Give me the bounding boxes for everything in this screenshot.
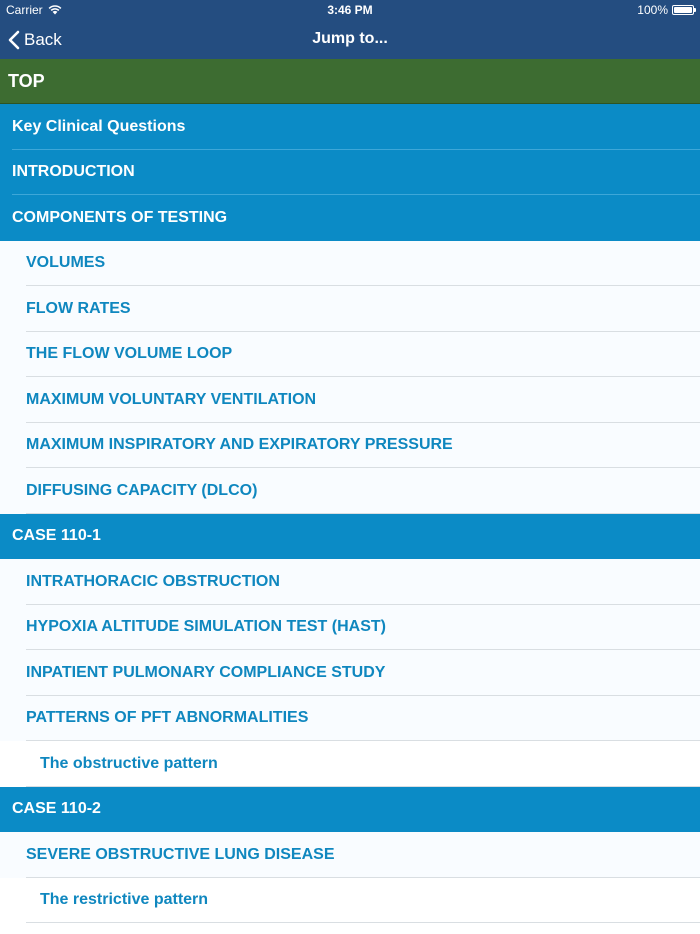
list-item[interactable]	[0, 514, 700, 560]
list-item-label: The obstructive pattern	[40, 754, 218, 772]
status-right	[637, 3, 694, 17]
battery-percent: 100%	[637, 3, 668, 17]
list-item-label: VOLUMES	[26, 254, 106, 272]
list-item[interactable]	[0, 787, 700, 833]
list-item[interactable]	[0, 559, 700, 605]
back-button[interactable]	[8, 26, 62, 54]
chevron-left-icon	[8, 30, 20, 50]
list-item[interactable]	[0, 696, 700, 742]
list-item-label: INTRODUCTION	[12, 163, 135, 181]
list-item[interactable]	[0, 195, 700, 241]
list-item[interactable]	[0, 241, 700, 287]
list-item-label: MAXIMUM VOLUNTARY VENTILATION	[26, 390, 317, 408]
list-item[interactable]	[0, 878, 700, 924]
battery-icon	[672, 5, 694, 15]
page-title: Jump to...	[312, 30, 388, 47]
list-item[interactable]	[0, 605, 700, 651]
list-item[interactable]	[0, 650, 700, 696]
navigation-bar	[0, 20, 700, 59]
list-item-label: The restrictive pattern	[40, 891, 209, 909]
status-time: 3:46 PM	[327, 3, 373, 17]
list-item-label: MAXIMUM INSPIRATORY AND EXPIRATORY PRESSURE	[26, 436, 453, 454]
list-item[interactable]	[0, 286, 700, 332]
list-item-label: INTRATHORACIC OBSTRUCTION	[26, 572, 280, 590]
carrier-label: Carrier	[6, 3, 43, 17]
list-item[interactable]	[0, 741, 700, 787]
list-item-label: SEVERE OBSTRUCTIVE LUNG DISEASE	[26, 845, 335, 863]
list-item[interactable]	[0, 377, 700, 423]
list-item[interactable]	[0, 104, 700, 150]
list-item-label: FLOW RATES	[26, 299, 131, 317]
list-item-label: INPATIENT PULMONARY COMPLIANCE STUDY	[26, 663, 386, 681]
list-item[interactable]	[0, 423, 700, 469]
list-item[interactable]	[0, 468, 700, 514]
list-item-label: DIFFUSING CAPACITY (DLCO)	[26, 481, 258, 499]
list-item-label: Key Clinical Questions	[12, 117, 186, 135]
list-item-label: THE FLOW VOLUME LOOP	[26, 345, 233, 363]
list-item[interactable]	[0, 832, 700, 878]
status-bar	[0, 0, 700, 20]
list-item-label: CASE 110-1	[12, 527, 101, 545]
list-item[interactable]	[0, 332, 700, 378]
jump-item-top[interactable]	[0, 59, 700, 104]
list-item-label: PATTERNS OF PFT ABNORMALITIES	[26, 709, 309, 727]
list-item-label: HYPOXIA ALTITUDE SIMULATION TEST (HAST)	[26, 618, 386, 636]
jump-item-top-label: TOP	[8, 70, 45, 91]
list-item-label: CASE 110-2	[12, 800, 101, 818]
list-item[interactable]	[0, 150, 700, 196]
list-item-label: COMPONENTS OF TESTING	[12, 208, 228, 226]
jump-list	[0, 104, 700, 923]
back-button-label: Back	[24, 30, 62, 49]
